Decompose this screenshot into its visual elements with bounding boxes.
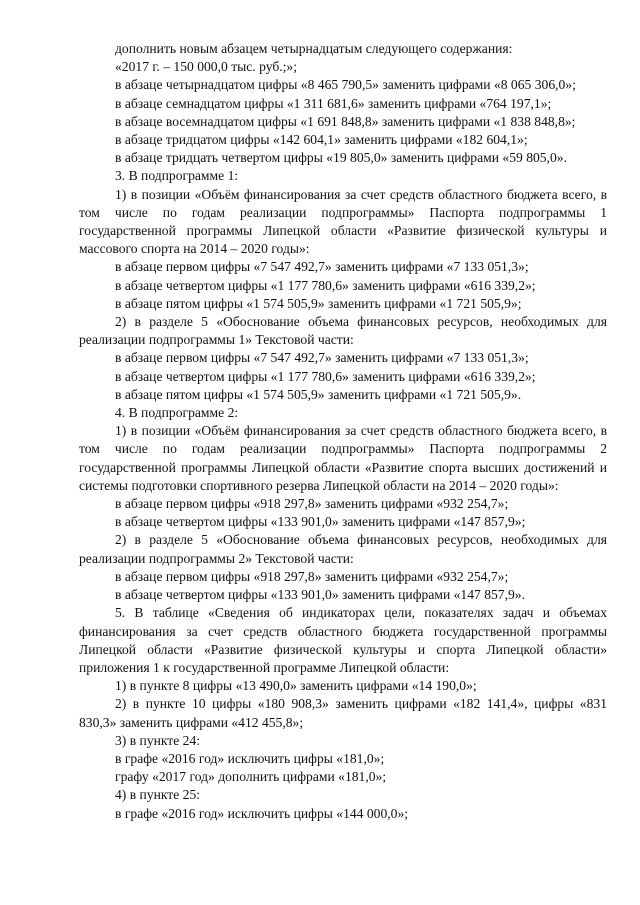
paragraph: 2) в пункте 10 цифры «180 908,3» заменить цифрами «182 141,4», цифры «831 830,3» заменить цифрами «412 455,8»;	[79, 696, 607, 730]
paragraph: 4. В подпрограмме 2:	[115, 405, 239, 421]
paragraph: дополнить новым абзацем четырнадцатым следующего содержания:	[115, 41, 513, 56]
paragraph: в абзаце первом цифры «7 547 492,7» заменить цифрами «7 133 051,3»;	[115, 350, 529, 366]
paragraph: в абзаце четвертом цифры «133 901,0» заменить цифрами «147 857,9»;	[115, 514, 526, 530]
paragraph: в абзаце четырнадцатом цифры «8 465 790,5» заменить цифрами «8 065 306,0»;	[115, 77, 576, 93]
paragraph: в абзаце четвертом цифры «133 901,0» заменить цифрами «147 857,9».	[115, 587, 525, 603]
paragraph: в абзаце четвертом цифры «1 177 780,6» заменить цифрами «616 339,2»;	[115, 368, 536, 384]
paragraph: в абзаце тридцатом цифры «142 604,1» заменить цифрами «182 604,1»;	[115, 132, 528, 148]
paragraph: «2017 г. – 150 000,0 тыс. руб.;»;	[115, 59, 297, 75]
paragraph: в графе «2016 год» исключить цифры «144 000,0»;	[115, 805, 409, 821]
paragraph: в абзаце первом цифры «918 297,8» заменить цифрами «932 254,7»;	[115, 496, 509, 512]
paragraph: 1) в пункте 8 цифры «13 490,0» заменить цифрами «14 190,0»;	[115, 678, 477, 694]
paragraph: 1) в позиции «Объём финансирования за счет средств областного бюджета всего, в том числе по годам реализации подпрограммы» Паспорта подпрограммы 1 государственной программы Липецкой области «Развитие физической культуры и массового спорта на 2014 – 2020 годы»:	[79, 186, 607, 257]
paragraph: в графе «2016 год» исключить цифры «181,0»;	[115, 750, 385, 766]
paragraph: 2) в разделе 5 «Обоснование объема финансовых ресурсов, необходимых для реализации подпрограммы 1» Текстовой части:	[79, 314, 607, 348]
paragraph: в абзаце семнадцатом цифры «1 311 681,6» заменить цифрами «764 197,1»;	[115, 95, 552, 111]
paragraph: в абзаце четвертом цифры «1 177 780,6» заменить цифрами «616 339,2»;	[115, 277, 536, 293]
paragraph: в абзаце первом цифры «7 547 492,7» заменить цифрами «7 133 051,3»;	[115, 259, 529, 275]
paragraph: 3) в пункте 24:	[115, 732, 201, 748]
paragraph: графу «2017 год» дополнить цифрами «181,0»;	[115, 769, 387, 785]
paragraph: в абзаце первом цифры «918 297,8» заменить цифрами «932 254,7»;	[115, 568, 509, 584]
paragraph: в абзаце пятом цифры «1 574 505,9» заменить цифрами «1 721 505,9».	[115, 386, 522, 402]
paragraph: 4) в пункте 25:	[115, 787, 201, 803]
paragraph: в абзаце восемнадцатом цифры «1 691 848,8» заменить цифрами «1 838 848,8»;	[115, 113, 576, 129]
paragraph: 1) в позиции «Объём финансирования за счет средств областного бюджета всего, в том числе по годам реализации подпрограммы» Паспорта подпрограммы 2 государственной программы Липецкой области «Развитие спорта высших достижений и системы подготовки спортивного резерва Липецкой области на 2014 – 2020 годы»:	[79, 423, 607, 493]
paragraph: 2) в разделе 5 «Обоснование объема финансовых ресурсов, необходимых для реализации подпрограммы 2» Текстовой части:	[79, 532, 607, 566]
paragraph: в абзаце пятом цифры «1 574 505,9» заменить цифрами «1 721 505,9»;	[115, 295, 522, 311]
paragraph: в абзаце тридцать четвертом цифры «19 805,0» заменить цифрами «59 805,0».	[115, 150, 567, 166]
paragraph: 5. В таблице «Сведения об индикаторах цели, показателях задач и объемах финансирования за счет средств областного бюджета государственной программы Липецкой области «Развитие физической культуры и спорта Липецкой области» приложения 1 к государственной программе Липецкой области:	[79, 605, 607, 675]
paragraph: 3. В подпрограмме 1:	[115, 168, 239, 184]
